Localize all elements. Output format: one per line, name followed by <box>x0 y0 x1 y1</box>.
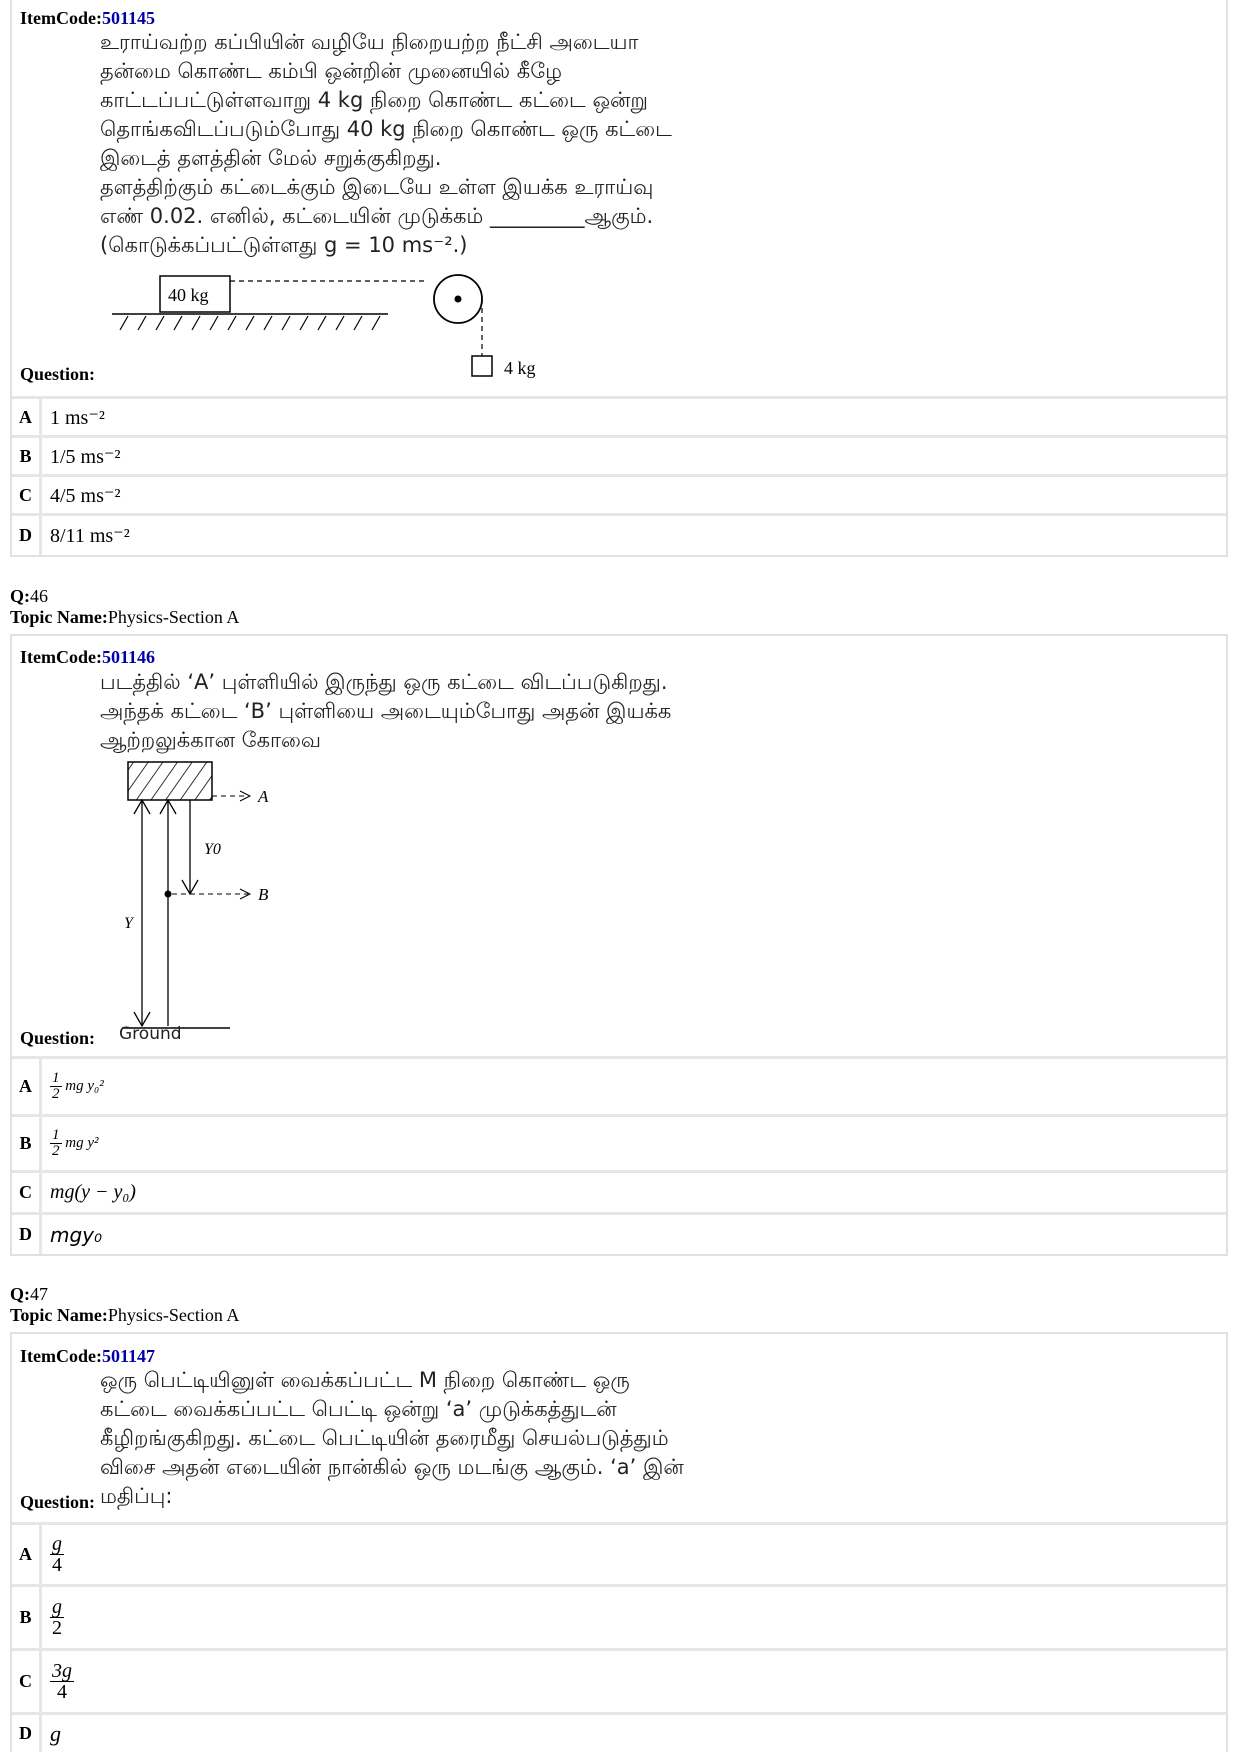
text-line: அந்தக் கட்டை ‘B’ புள்ளியை அடையும்போது அதன் இயக்க <box>100 699 672 723</box>
q-label: Q: <box>10 586 30 606</box>
options-list <box>10 396 1228 557</box>
text-line: கட்டை வைக்கப்பட்ட பெட்டி ஒன்று ‘a’ முடுக்கத்துடன் <box>100 1397 617 1421</box>
ground-label: Ground <box>119 1024 182 1044</box>
text-line: தளத்திற்கும் கட்டைக்கும் இடையே உள்ள இயக்க உராய்வு <box>100 175 654 199</box>
fraction: $\frac{g}{4}$ <box>52 1533 62 1576</box>
option-letter: A <box>12 1059 42 1114</box>
text-line: விசை அதன் எடையின் நான்கில் ஒரு மடங்கு ஆகும். ‘a’ இன் <box>100 1455 684 1479</box>
option-d[interactable] <box>12 1212 1226 1254</box>
option-d[interactable] <box>12 513 1226 555</box>
item-code-label: ItemCode: <box>20 8 102 28</box>
topic-name: Physics-Section A <box>107 607 240 627</box>
question-text <box>100 1366 684 1511</box>
question-header-47 <box>10 1284 239 1326</box>
option-c[interactable] <box>12 474 1226 513</box>
text-line: படத்தில் ‘A’ புள்ளியில் இருந்து ஒரு கட்டை விடப்படுகிறது. <box>100 670 668 694</box>
option-text: mg(y − y₀) <box>50 1181 136 1203</box>
option-a[interactable] <box>12 396 1226 435</box>
option-letter: C <box>12 477 42 513</box>
q-label: Q: <box>10 1284 30 1304</box>
point-a-label: A <box>258 787 269 806</box>
text-line: ஒரு பெட்டியினுள் வைக்கப்பட்ட M நிறை கொண்ட ஒரு <box>100 1368 630 1392</box>
text-line: கீழிறங்குகிறது. கட்டை பெட்டியின் தரைமீது செயல்படுத்தும் <box>100 1426 669 1450</box>
option-b[interactable] <box>12 1584 1226 1648</box>
block-4kg-label: 4 kg <box>504 358 536 378</box>
option-letter: C <box>12 1651 42 1712</box>
option-text: 1/5 ms⁻² <box>50 445 121 468</box>
option-letter: A <box>12 399 42 435</box>
option-letter: C <box>12 1173 42 1212</box>
item-code-row <box>20 8 155 29</box>
option-letter: B <box>12 438 42 474</box>
item-code-value: 501147 <box>101 1346 155 1366</box>
option-letter: D <box>12 1715 42 1752</box>
option-b[interactable] <box>12 435 1226 474</box>
option-letter: D <box>12 1215 42 1254</box>
question-card-45 <box>10 0 1228 399</box>
options-list <box>10 1522 1228 1752</box>
item-code-row <box>20 1346 155 1367</box>
option-text: $\frac{1}{2}$ mg y² <box>52 1127 99 1159</box>
item-code-row <box>20 647 155 668</box>
text-line: ஆற்றலுக்கான கோவை <box>100 728 321 752</box>
fraction: $\frac{1}{2}$ <box>52 1070 60 1102</box>
item-code-value: 501146 <box>101 647 155 667</box>
hatched-block <box>128 762 212 800</box>
question-card-46 <box>10 634 1228 1059</box>
question-header-46 <box>10 586 239 628</box>
y0-label: Y0 <box>204 841 221 858</box>
option-c[interactable] <box>12 1648 1226 1712</box>
text-line: உராய்வற்ற கப்பியின் வழியே நிறையற்ற நீட்சி அடையா <box>100 30 639 54</box>
option-text: 1 ms⁻² <box>50 406 105 429</box>
text-line: தொங்கவிடப்படும்போது 40 kg நிறை கொண்ட ஒரு கட்டை <box>100 117 672 141</box>
option-letter: A <box>12 1525 42 1584</box>
option-text <box>42 1661 74 1702</box>
block-40kg-label: 40 kg <box>168 285 209 305</box>
question-card-47 <box>10 1332 1228 1525</box>
option-text: g <box>50 1720 61 1746</box>
option-b[interactable] <box>12 1114 1226 1170</box>
topic-label: Topic Name: <box>10 1305 108 1325</box>
fraction: $\frac{g}{2}$ <box>52 1596 62 1639</box>
option-d[interactable] <box>12 1712 1226 1752</box>
option-text: mgy₀ <box>50 1222 103 1247</box>
option-a[interactable] <box>12 1056 1226 1114</box>
option-letter: B <box>12 1117 42 1170</box>
options-list <box>10 1056 1228 1256</box>
option-letter: B <box>12 1587 42 1648</box>
drop-figure <box>108 756 308 1046</box>
question-label: Question: <box>20 1028 96 1048</box>
question-text <box>100 28 672 260</box>
item-code-value: 501145 <box>101 8 155 28</box>
item-code-label: ItemCode: <box>20 647 102 667</box>
block-4kg <box>472 356 492 376</box>
fraction: $\frac{3g}{4}$ <box>52 1660 72 1703</box>
q-number: 47 <box>30 1284 48 1304</box>
option-c[interactable] <box>12 1170 1226 1212</box>
question-label: Question: <box>20 364 96 384</box>
fraction: $\frac{1}{2}$ <box>52 1127 60 1159</box>
option-letter: D <box>12 516 42 555</box>
pulley-figure <box>108 268 568 388</box>
topic-label: Topic Name: <box>10 607 108 627</box>
text-line: எண் 0.02. எனில், கட்டையின் முடுக்கம் _________ஆகும். <box>100 204 654 228</box>
item-code-label: ItemCode: <box>20 1346 102 1366</box>
option-text: 8/11 ms⁻² <box>50 525 130 547</box>
option-text: 4/5 ms⁻² <box>50 484 121 507</box>
option-text: $\frac{1}{2}$ mg y₀² <box>52 1070 104 1102</box>
text-line: காட்டப்பட்டுள்ளவாறு 4 kg நிறை கொண்ட கட்டை ஒன்று <box>100 88 648 112</box>
q-number: 46 <box>30 586 48 606</box>
text-line: மதிப்பு: <box>100 1484 173 1508</box>
text-line: இடைத் தளத்தின் மேல் சறுக்குகிறது. <box>100 146 442 170</box>
topic-name: Physics-Section A <box>107 1305 240 1325</box>
option-text <box>42 1534 64 1575</box>
text-line: (கொடுக்கப்பட்டுள்ளது g = 10 ms⁻².) <box>100 233 468 257</box>
question-label: Question: <box>20 1492 96 1512</box>
question-text <box>100 668 671 755</box>
text-line: தன்மை கொண்ட கம்பி ஒன்றின் முனையில் கீழே <box>100 59 563 83</box>
option-text <box>42 1597 64 1638</box>
y-label: Y <box>124 915 133 932</box>
option-a[interactable] <box>12 1522 1226 1584</box>
point-b-label: B <box>258 885 269 904</box>
